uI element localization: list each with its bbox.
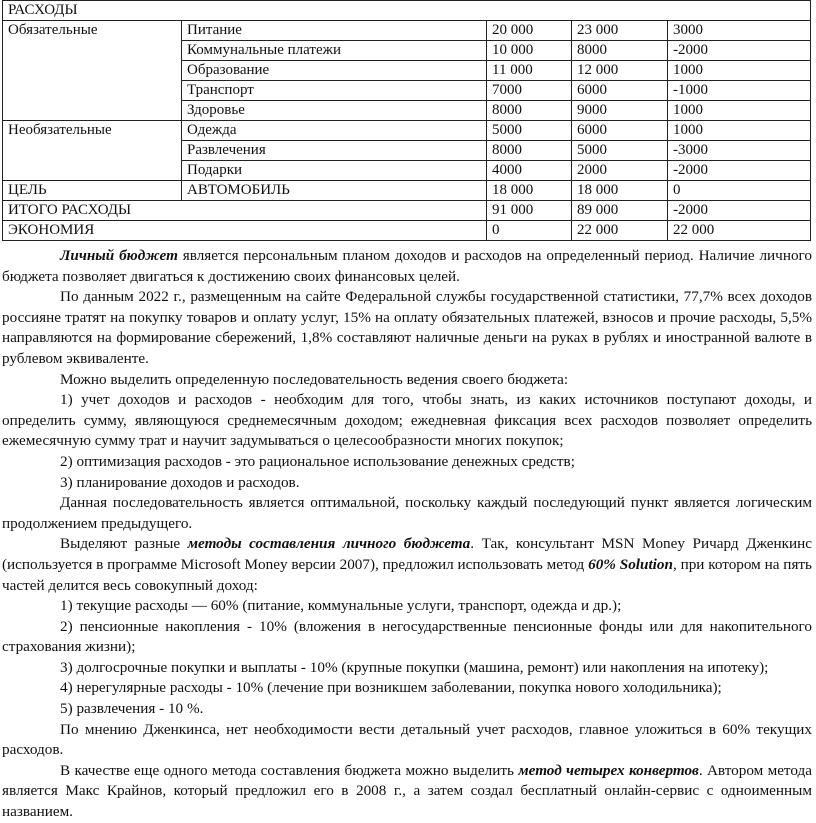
paragraph <box>2 246 812 287</box>
list-item: 3) долгосрочные покупки и выплаты - 10% (крупные покупки (машина, ремонт) или накопления на ипотеку); <box>60 658 769 676</box>
savings-label: ЭКОНОМИЯ <box>3 221 487 241</box>
table-row <box>3 201 811 221</box>
fact-value: 6000 <box>572 121 668 141</box>
paragraph: По данным 2022 г., размещенным на сайте Федеральной службы государственной статистики, 77,7% всех доходов россияне тратят на покупку товаров и оплату услуг, 15% на оплату обязательных платежей, взносов и прочие расходы, 5,5% направляются на формирование сбережений, 1,8% составляют наличные деньги на руках в рублях и иностранной валюте в рублевом эквиваленте. <box>2 288 812 367</box>
total-label: ИТОГО РАСХОДЫ <box>3 201 487 221</box>
paragraph <box>2 534 812 596</box>
table-row <box>3 161 811 181</box>
diff-value: -2000 <box>668 201 811 221</box>
goal-name: АВТОМОБИЛЬ <box>182 181 487 201</box>
plan-value: 18 000 <box>487 181 572 201</box>
table-row <box>3 41 811 61</box>
plan-value: 0 <box>487 221 572 241</box>
fact-value: 89 000 <box>572 201 668 221</box>
paragraph: Можно выделить определенную последовательность ведения своего бюджета: <box>60 370 569 388</box>
fact-value: 6000 <box>572 81 668 101</box>
list-item: 2) пенсионные накопления - 10% (вложения в негосударственные пенсионные фонды или для накопительного страхования жизни); <box>2 617 812 656</box>
plan-value: 5000 <box>487 121 572 141</box>
term-60-solution: 60% Solution <box>588 555 673 573</box>
paragraph-text: . Автором метода является Макс Крайнов, который предложил его в 2008 г., а затем создал бесплатный онлайн-сервис с одноименным названием. <box>2 761 812 821</box>
fact-value: 12 000 <box>572 61 668 81</box>
diff-value: -2000 <box>668 161 811 181</box>
table-row <box>3 141 811 161</box>
paragraph-text: является персональным планом доходов и расходов на определенный период. Наличие личного бюджета позволяет двигаться к достижению своих финансовых целей. <box>2 247 812 285</box>
paragraph: Данная последовательность является оптимальной, поскольку каждый последующий пункт является логическим продолжением предыдущего. <box>2 494 812 532</box>
list-item: 3) планирование доходов и расходов. <box>60 473 300 491</box>
table-row <box>3 221 811 241</box>
list-item: 1) текущие расходы — 60% (питание, коммунальные услуги, транспорт, одежда и др.); <box>60 597 622 615</box>
list-item: 2) оптимизация расходов - это рациональное использование денежных средств; <box>60 452 575 470</box>
plan-value: 10 000 <box>487 41 572 61</box>
diff-value: 1000 <box>668 101 811 121</box>
table-row <box>3 121 811 141</box>
table-row <box>3 21 811 41</box>
table-row <box>3 101 811 121</box>
diff-value: 0 <box>668 181 811 201</box>
plan-value: 20 000 <box>487 21 572 41</box>
plan-value: 4000 <box>487 161 572 181</box>
diff-value: -1000 <box>668 81 811 101</box>
list-item: 4) нерегулярные расходы - 10% (лечение при возникшем заболевании, покупка нового холодильника); <box>60 679 722 697</box>
paragraph-text: Выделяют разные <box>60 535 188 553</box>
table-row <box>3 81 811 101</box>
diff-value: 3000 <box>668 21 811 41</box>
diff-value: 22 000 <box>668 221 811 241</box>
plan-value: 8000 <box>487 141 572 161</box>
expense-name: Развлечения <box>182 141 487 161</box>
fact-value: 9000 <box>572 101 668 121</box>
list-item: 5) развлечения - 10 %. <box>60 700 204 718</box>
category-optional: Необязательные <box>3 121 182 141</box>
paragraph-text: . Так, консультант MSN Money Ричард Дженкинс (используется в программе Microsoft Money версии 2007), предложил использовать метод <box>2 535 813 573</box>
paragraph: По мнению Дженкинса, нет необходимости вести детальный учет расходов, главное уложиться в 60% текущих расходов. <box>2 720 812 759</box>
plan-value: 7000 <box>487 81 572 101</box>
plan-value: 11 000 <box>487 61 572 81</box>
table-row <box>3 1 811 21</box>
fact-value: 18 000 <box>572 181 668 201</box>
term-personal-budget: Личный бюджет <box>60 247 178 264</box>
expense-name: Образование <box>182 61 487 81</box>
paragraph <box>2 761 812 823</box>
diff-value: 1000 <box>668 121 811 141</box>
paragraph-text: , при котором на пять частей делится весь совокупный доход: <box>2 555 812 594</box>
expense-name: Транспорт <box>182 81 487 101</box>
table-row <box>3 181 811 201</box>
expense-name: Одежда <box>182 121 487 141</box>
paragraph-text: В качестве еще одного метода составления бюджета можно выделить <box>60 761 519 779</box>
expenses-table <box>2 0 811 241</box>
fact-value: 5000 <box>572 141 668 161</box>
expense-name: Подарки <box>182 161 487 181</box>
expense-name: Коммунальные платежи <box>182 41 487 61</box>
table-row <box>3 61 811 81</box>
term-budget-methods: методы составления личного бюджета <box>187 535 471 553</box>
diff-value: -3000 <box>668 141 811 161</box>
category-mandatory: Обязательные <box>3 21 182 41</box>
term-four-envelopes: метод четырех конвертов <box>518 761 699 779</box>
fact-value: 2000 <box>572 161 668 181</box>
plan-value: 8000 <box>487 101 572 121</box>
goal-label: ЦЕЛЬ <box>3 181 182 201</box>
diff-value: 1000 <box>668 61 811 81</box>
plan-value: 91 000 <box>487 201 572 221</box>
list-item: 1) учет доходов и расходов - необходим для того, чтобы знать, из каких источников поступают доходы, и определить сумму, являющуюся среднемесячным доходом; ежедневная фиксация всех расходов позволяет определить ежемесячную сумму трат и научит задумываться о целесообразности многих покупок; <box>2 391 812 450</box>
body-text <box>2 246 812 823</box>
table-header: РАСХОДЫ <box>3 1 811 21</box>
expense-name: Питание <box>182 21 487 41</box>
fact-value: 22 000 <box>572 221 668 241</box>
fact-value: 8000 <box>572 41 668 61</box>
diff-value: -2000 <box>668 41 811 61</box>
fact-value: 23 000 <box>572 21 668 41</box>
expense-name: Здоровье <box>182 101 487 121</box>
